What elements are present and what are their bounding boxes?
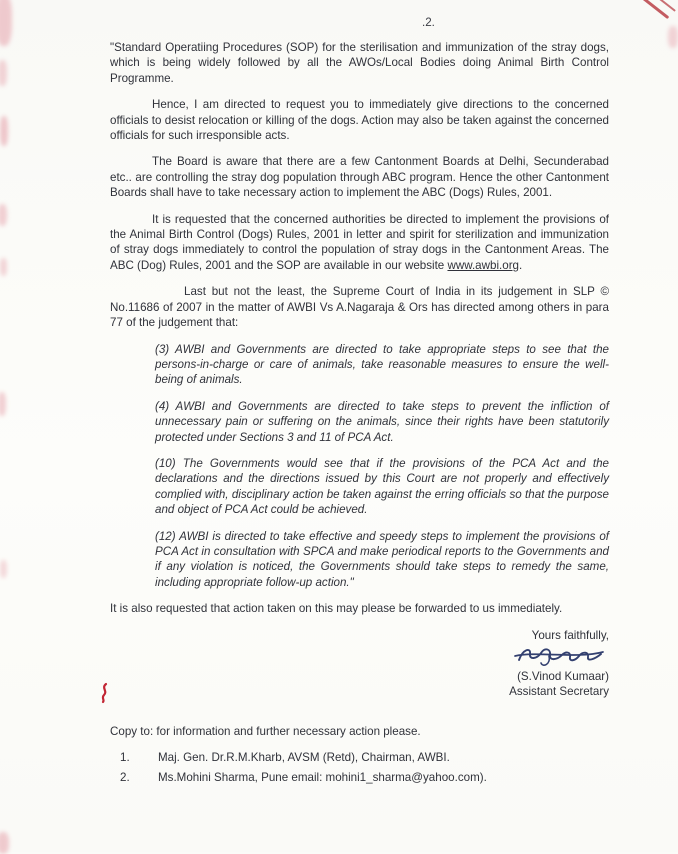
paragraph-cantonment-boards: The Board is aware that there are a few Cantonment Boards at Delhi, Secunderabad etc.. are controlling the stray dog population through ABC program. Hence the other Cantonment Boards shall have to take necessary action to implement the ABC (Dogs) Rules, 2001. [110,155,609,200]
scan-artifact [0,258,7,276]
signatory-title: Assistant Secretary [509,685,609,699]
letter-body [110,40,609,789]
copy-to-section [110,724,609,785]
paragraph-directions: Hence, I am directed to request you to immediately give directions to the concerned officials to desist relocation or killing of the dogs. Action may also be taken against the concerned officials for such irresponsible acts. [110,98,609,143]
scan-artifact [0,560,7,578]
signature-block [110,628,609,700]
list-item [120,770,609,785]
judgement-quote-12: (12) AWBI is directed to take effective and speedy steps to implement the provisions of PCA Act in consultation with SPCA and make periodical reports to the Governments and if any violation is noticed, the Governments should take steps to remedy the same, including appropriate follow-up action." [155,529,609,589]
copy-to-heading: Copy to: for information and further necessary action please. [110,724,421,738]
list-item-text: Ms.Mohini Sharma, Pune email: mohini1_sharma@yahoo.com). [158,770,487,784]
signatory-name: (S.Vinod Kumaar) [517,670,609,683]
handwritten-signature [513,644,605,670]
awbi-website-link: www.awbi.org [447,258,520,272]
paragraph-abc-rules-period: . [519,258,523,272]
list-item-number: 2. [120,770,130,784]
list-item [120,750,609,765]
paragraph-abc-rules [110,212,609,274]
judgement-quote-3: (3) AWBI and Governments are directed to take appropriate steps to see that the persons-in-charge or care of animals, take reasonable measures to ensure the well-being of animals. [155,342,609,387]
list-item-text: Maj. Gen. Dr.R.M.Kharb, AVSM (Retd), Chairman, AWBI. [158,751,450,765]
scan-artifact [0,204,7,226]
paragraph-sop: "Standard Operatiing Procedures (SOP) for the sterilisation and immunization of the stray dogs, which is being widely followed by all the AWOs/Local Bodies doing Animal Birth Control Programme. [110,41,609,85]
judgement-quote-10: (10) The Governments would see that if the provisions of the PCA Act and the declarations and the directions issued by this Court are not properly and effectively complied with, disciplinary action be taken against the erring officials so that the purpose and object of PCA Act could be achieved. [155,456,609,517]
paragraph-abc-rules-text: It is requested that the concerned authorities be directed to implement the provisions of the Animal Birth Control (Dogs) Rules, 2001 in letter and spirit for sterilization and immunization of stray dogs immediately to control the population of stray dogs in the Cantonment Areas. The ABC (Dog) Rules, 2001 and the SOP are available in our website [110,212,609,272]
scan-artifact [0,60,7,86]
scan-artifact [0,0,12,46]
scan-artifact [0,832,9,854]
valediction: Yours faithfully, [531,628,609,642]
scan-artifact [0,392,6,416]
scan-artifact [641,0,670,19]
paragraph-supreme-court: Last but not the least, the Supreme Court of India in its judgement in SLP © No.11686 of 2007 in the matter of AWBI Vs A.Nagaraja & Ors has directed among others in para 77 of the judgement that: [110,285,609,330]
scan-artifact [668,26,678,48]
list-item-number: 1. [120,751,130,765]
page-number: .2. [422,16,435,29]
scan-artifact [654,0,676,12]
judgement-quote-4: (4) AWBI and Governments are directed to take steps to prevent the infliction of unnecessary pain or suffering on the animals, since their rights have been statutorily protected under Sections 3 and 11 of PCA Act. [155,399,609,444]
paragraph-closing: It is also requested that action taken on this may please be forwarded to us immediately. [110,602,563,616]
scan-artifact [0,116,8,146]
